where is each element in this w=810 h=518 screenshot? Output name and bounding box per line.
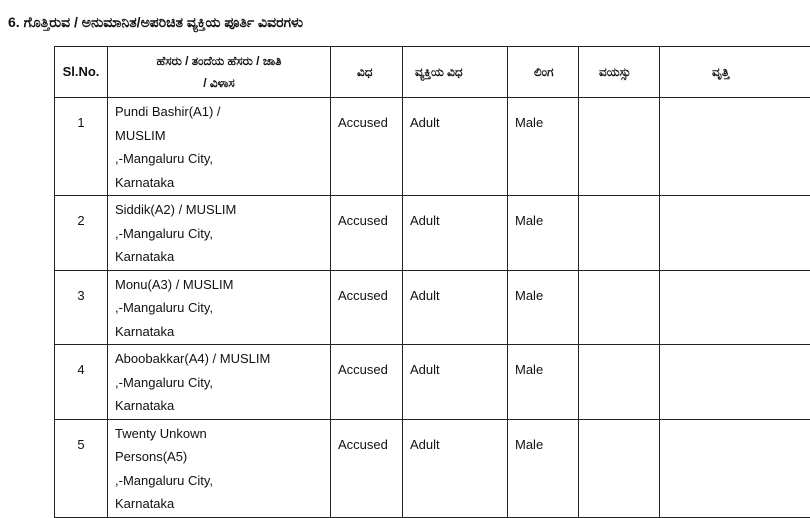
name-address-line: Karnataka — [115, 492, 323, 516]
person-type-cell: Adult — [403, 98, 508, 196]
occupation-cell — [660, 270, 810, 345]
person-type-cell: Adult — [403, 196, 508, 271]
gender-cell: Male — [508, 196, 579, 271]
person-type-cell: Adult — [403, 345, 508, 420]
age-cell — [579, 98, 660, 196]
vidha-cell: Accused — [331, 196, 403, 271]
gender-cell: Male — [508, 98, 579, 196]
name-address-line: Karnataka — [115, 394, 323, 418]
table-body — [55, 98, 810, 518]
header-sl-no: Sl.No. — [55, 47, 108, 98]
vidha-cell: Accused — [331, 270, 403, 345]
persons-table — [54, 46, 810, 518]
sl-no-cell: 2 — [55, 196, 108, 271]
name-address-line: Pundi Bashir(A1) / — [115, 100, 323, 124]
person-type-cell: Adult — [403, 419, 508, 517]
name-address-line: Karnataka — [115, 171, 323, 195]
age-cell — [579, 345, 660, 420]
header-age: ವಯಸ್ಸು — [579, 47, 660, 98]
name-address-cell — [108, 419, 331, 517]
name-address-cell — [108, 270, 331, 345]
header-name-line2: / ವಿಳಾಸ — [115, 72, 323, 94]
header-occupation: ವೃತ್ತಿ — [660, 47, 810, 98]
name-address-line: Twenty Unkown — [115, 422, 323, 446]
name-address-line: ,-Mangaluru City, — [115, 296, 323, 320]
name-address-line: Monu(A3) / MUSLIM — [115, 273, 323, 297]
vidha-cell: Accused — [331, 419, 403, 517]
vidha-cell: Accused — [331, 98, 403, 196]
name-address-line: Aboobakkar(A4) / MUSLIM — [115, 347, 323, 371]
name-address-line: ,-Mangaluru City, — [115, 469, 323, 493]
name-address-line: Siddik(A2) / MUSLIM — [115, 198, 323, 222]
table-header-row — [55, 47, 810, 98]
occupation-cell — [660, 98, 810, 196]
gender-cell: Male — [508, 345, 579, 420]
sl-no-cell: 4 — [55, 345, 108, 420]
age-cell — [579, 419, 660, 517]
occupation-cell — [660, 419, 810, 517]
header-person-type: ವ್ಯಕ್ತಿಯ ವಿಧ — [403, 47, 508, 98]
header-gender: ಲಿಂಗ — [508, 47, 579, 98]
person-type-cell: Adult — [403, 270, 508, 345]
age-cell — [579, 270, 660, 345]
sl-no-cell: 5 — [55, 419, 108, 517]
sl-no-cell: 3 — [55, 270, 108, 345]
header-name-line1: ಹೆಸರು / ತಂದೆಯ ಹೆಸರು / ಜಾತಿ — [115, 50, 323, 72]
name-address-line: ,-Mangaluru City, — [115, 371, 323, 395]
table-row — [55, 419, 810, 517]
name-address-line: Karnataka — [115, 245, 323, 269]
age-cell — [579, 196, 660, 271]
vidha-cell: Accused — [331, 345, 403, 420]
name-address-line: ,-Mangaluru City, — [115, 147, 323, 171]
table-row — [55, 196, 810, 271]
gender-cell: Male — [508, 419, 579, 517]
name-address-cell — [108, 98, 331, 196]
table-row — [55, 345, 810, 420]
section-heading: 6. ಗೊತ್ತಿರುವ / ಅನುಮಾನಿತ/ಅಪರಿಚಿತ ವ್ಯಕ್ತಿಯ ಪೂರ್ತಿ ವಿವರಗಳು — [8, 14, 303, 31]
name-address-line: ,-Mangaluru City, — [115, 222, 323, 246]
name-address-line: Persons(A5) — [115, 445, 323, 469]
table-row — [55, 98, 810, 196]
header-name-address — [108, 47, 331, 98]
occupation-cell — [660, 345, 810, 420]
name-address-cell — [108, 345, 331, 420]
gender-cell: Male — [508, 270, 579, 345]
sl-no-cell: 1 — [55, 98, 108, 196]
table-row — [55, 270, 810, 345]
name-address-line: Karnataka — [115, 320, 323, 344]
name-address-cell — [108, 196, 331, 271]
header-vidha: ವಿಧ — [331, 47, 403, 98]
occupation-cell — [660, 196, 810, 271]
name-address-line: MUSLIM — [115, 124, 323, 148]
